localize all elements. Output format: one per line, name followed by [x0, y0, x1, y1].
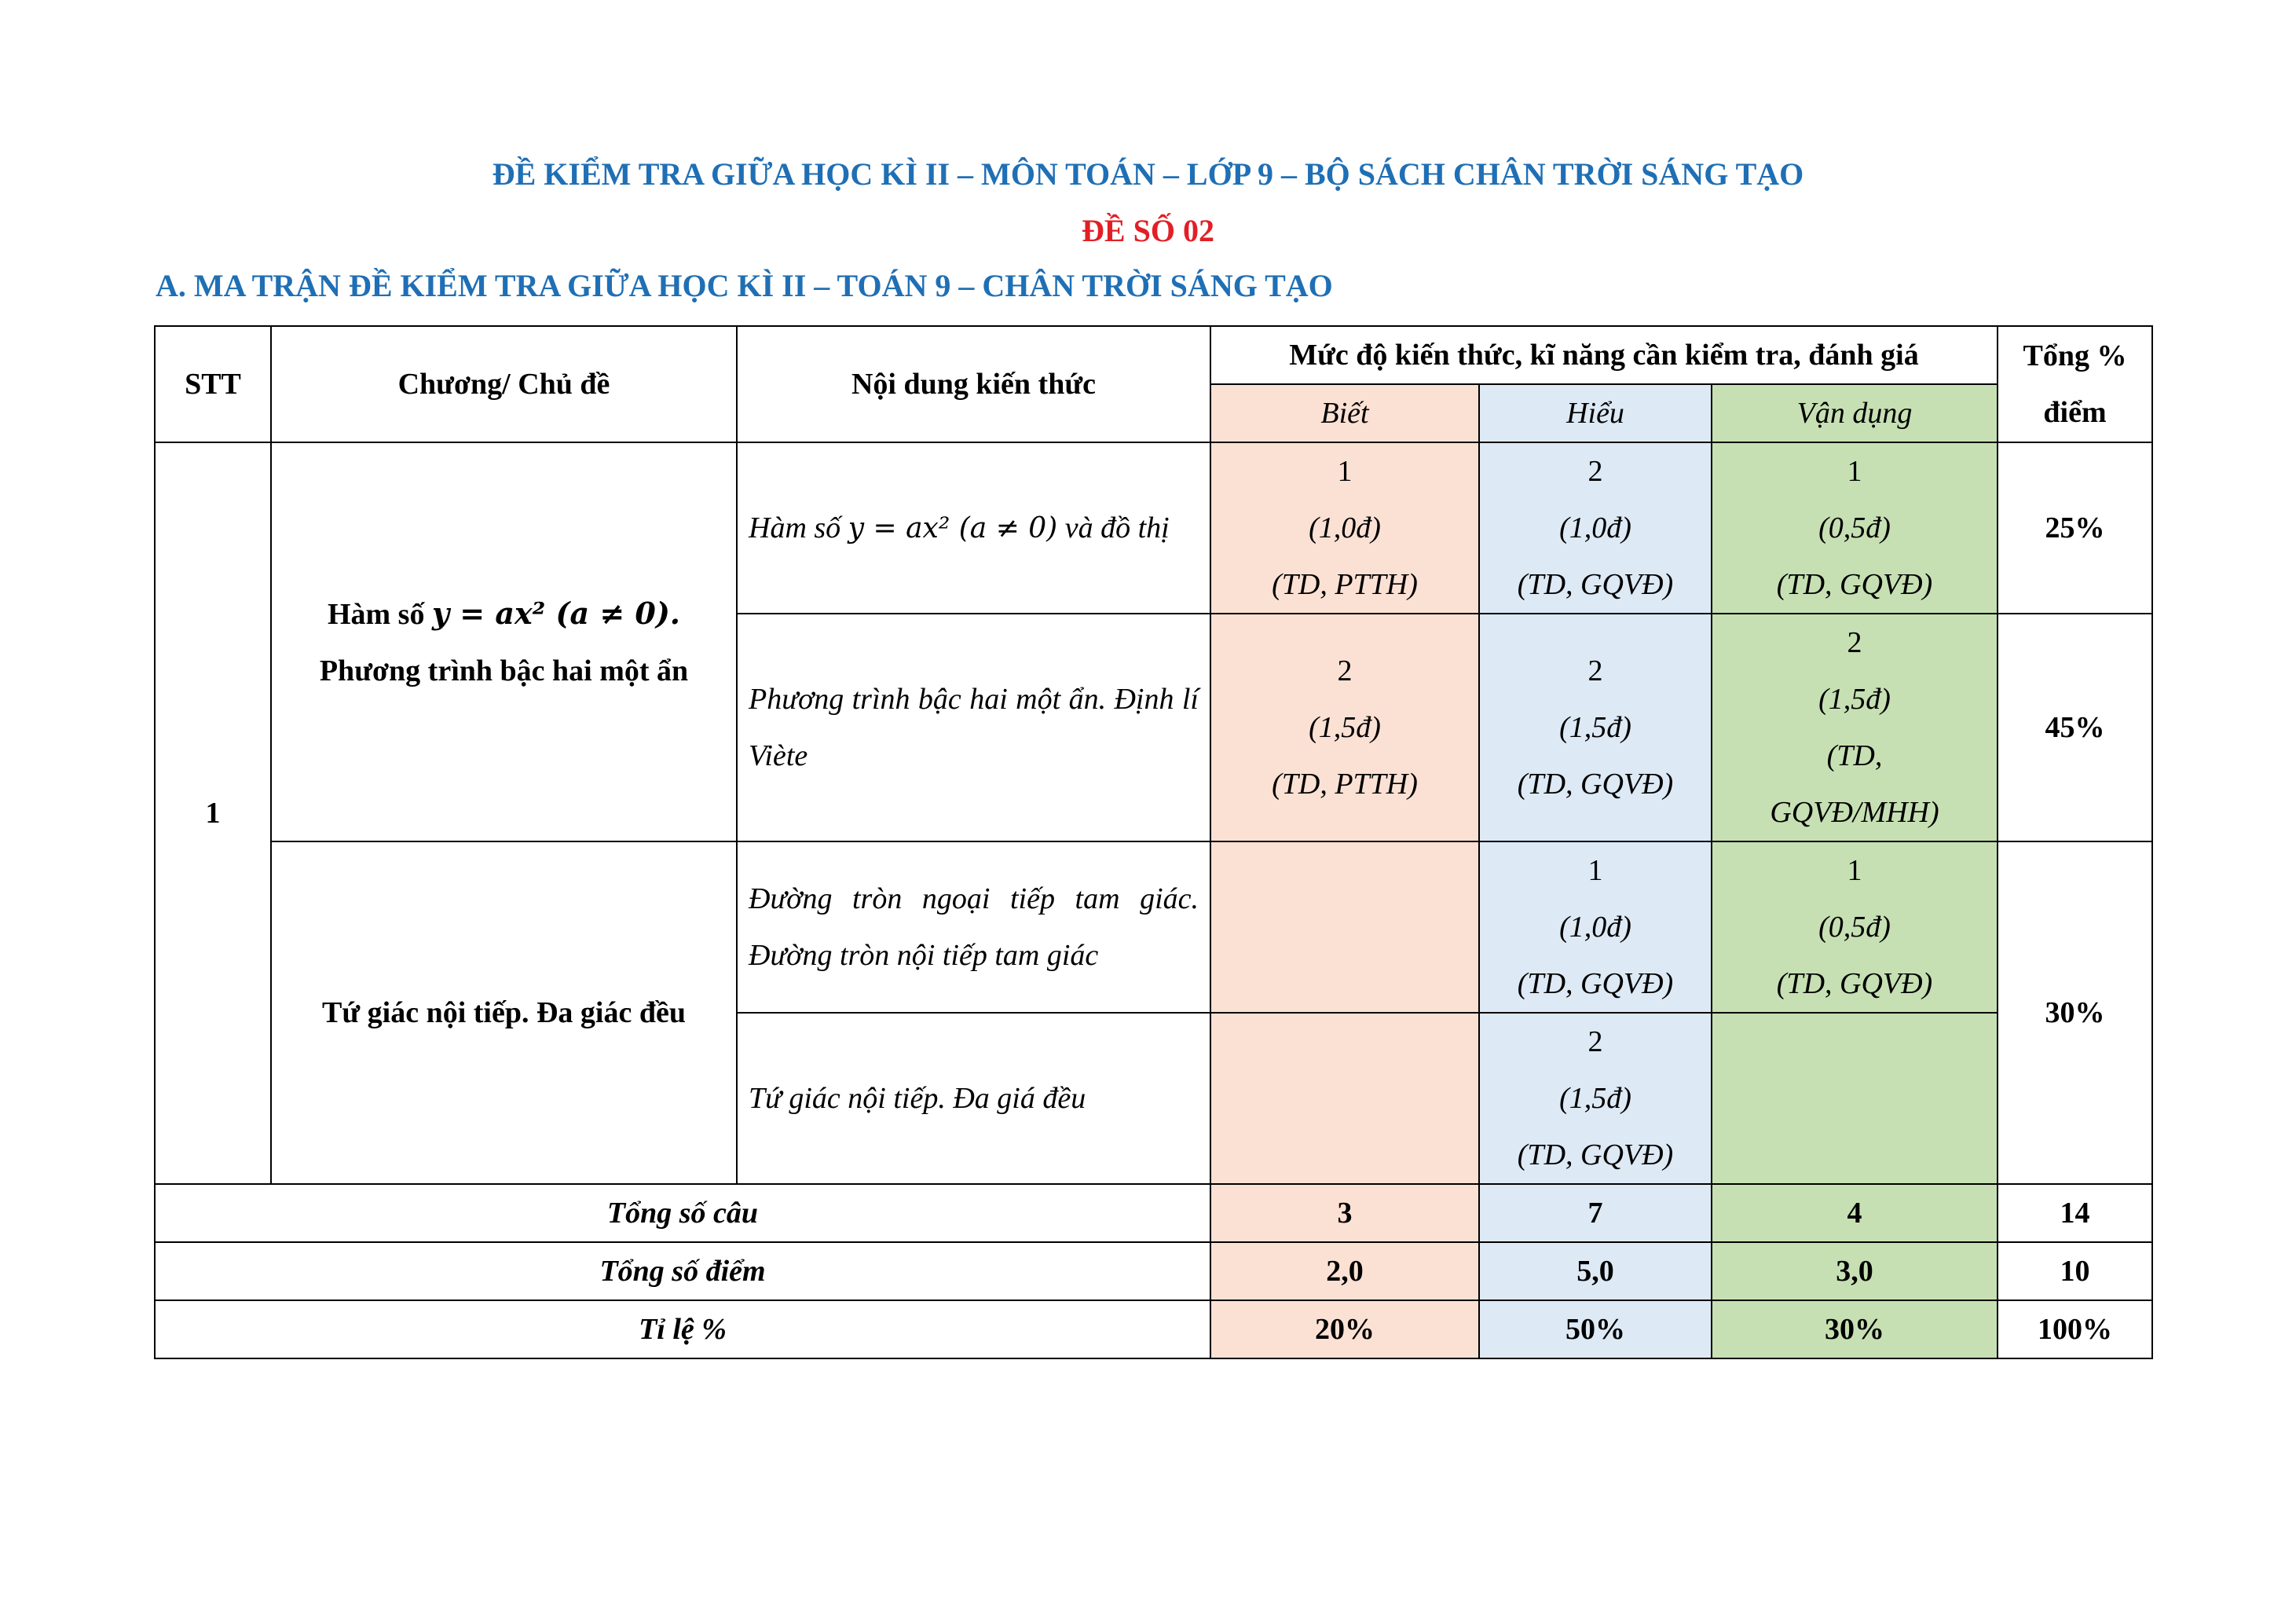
hieu-cell-3 — [1479, 841, 1712, 1013]
chapter-cell-1 — [271, 442, 737, 841]
chapter-cell-2: Tứ giác nội tiếp. Đa giác đều — [271, 841, 737, 1184]
totals-row-ratio — [155, 1300, 2152, 1358]
content-cell-2: Phương trình bậc hai một ẩn. Định lí Viète — [737, 614, 1210, 841]
biet-1-skills: (TD, PTTH) — [1272, 568, 1418, 601]
total-questions-label: Tổng số câu — [155, 1184, 1210, 1242]
total-points-label: Tổng số điểm — [155, 1242, 1210, 1300]
totals-row-points — [155, 1242, 2152, 1300]
stt-cell: 1 — [155, 442, 271, 1184]
hieu-2-count: 2 — [1587, 654, 1603, 687]
chapter-1-formula: y = ax² (a ≠ 0). — [431, 595, 681, 631]
vd-cell-2 — [1712, 614, 1998, 841]
total-ratio-vd: 30% — [1712, 1300, 1998, 1358]
section-heading: A. MA TRẬN ĐỀ KIỂM TRA GIỮA HỌC KÌ II – TOÁN 9 – CHÂN TRỜI SÁNG TẠO — [156, 268, 1333, 303]
chapter-1-line1 — [283, 585, 725, 643]
vd-2-count: 2 — [1847, 626, 1862, 659]
content-cell-4: Tứ giác nội tiếp. Đa giá đều — [737, 1013, 1210, 1184]
total-questions-all: 14 — [1998, 1184, 2152, 1242]
header-content: Nội dung kiến thức — [737, 326, 1210, 442]
hieu-2-points: (1,5đ) — [1559, 711, 1631, 744]
biet-1-count: 1 — [1337, 455, 1353, 488]
pct-cell-1: 25% — [1998, 442, 2152, 614]
hieu-cell-2 — [1479, 614, 1712, 841]
table-row — [155, 841, 2152, 1013]
hieu-1-skills: (TD, GQVĐ) — [1517, 568, 1674, 601]
biet-2-skills: (TD, PTTH) — [1272, 768, 1418, 801]
vd-3-skills: (TD, GQVĐ) — [1776, 967, 1933, 1000]
header-total-pct-line2: điểm — [2043, 396, 2107, 429]
header-row-1 — [155, 326, 2152, 384]
exam-number: ĐỀ SỐ 02 — [1082, 213, 1214, 248]
total-ratio-hieu: 50% — [1479, 1300, 1712, 1358]
hieu-4-count: 2 — [1587, 1025, 1603, 1058]
hieu-4-points: (1,5đ) — [1559, 1082, 1631, 1115]
content-1-formula: y = ax² (a ≠ 0) — [848, 511, 1058, 544]
hieu-3-skills: (TD, GQVĐ) — [1517, 967, 1674, 1000]
content-1-suffix: và đồ thị — [1064, 511, 1170, 544]
hieu-cell-1 — [1479, 442, 1712, 614]
total-ratio-all: 100% — [1998, 1300, 2152, 1358]
vd-1-skills: (TD, GQVĐ) — [1776, 568, 1933, 601]
vd-3-points: (0,5đ) — [1818, 911, 1891, 944]
hieu-4-skills: (TD, GQVĐ) — [1517, 1138, 1674, 1171]
chapter-1-line2: Phương trình bậc hai một ẩn — [319, 654, 689, 687]
total-questions-biet: 3 — [1210, 1184, 1479, 1242]
biet-2-count: 2 — [1337, 654, 1353, 687]
biet-cell-2 — [1210, 614, 1479, 841]
total-points-all: 10 — [1998, 1242, 2152, 1300]
header-biet: Biết — [1210, 384, 1479, 442]
vd-1-count: 1 — [1847, 455, 1862, 488]
chapter-1-prefix: Hàm số — [327, 597, 425, 631]
header-chapter: Chương/ Chủ đề — [271, 326, 737, 442]
total-ratio-biet: 20% — [1210, 1300, 1479, 1358]
total-points-vd: 3,0 — [1712, 1242, 1998, 1300]
table-row — [155, 442, 2152, 614]
header-levels: Mức độ kiến thức, kĩ năng cần kiểm tra, đánh giá — [1210, 326, 1998, 384]
hieu-1-count: 2 — [1587, 455, 1603, 488]
hieu-3-points: (1,0đ) — [1559, 911, 1631, 944]
biet-2-points: (1,5đ) — [1309, 711, 1381, 744]
content-cell-1 — [737, 442, 1210, 614]
vd-cell-4 — [1712, 1013, 1998, 1184]
hieu-3-count: 1 — [1587, 854, 1603, 887]
biet-cell-4 — [1210, 1013, 1479, 1184]
hieu-2-skills: (TD, GQVĐ) — [1517, 768, 1674, 801]
total-ratio-label: Tỉ lệ % — [155, 1300, 1210, 1358]
vd-cell-1 — [1712, 442, 1998, 614]
vd-1-points: (0,5đ) — [1818, 511, 1891, 544]
pct-cell-2: 45% — [1998, 614, 2152, 841]
header-stt: STT — [155, 326, 271, 442]
vd-2-points: (1,5đ) — [1818, 683, 1891, 716]
content-cell-3: Đường tròn ngoại tiếp tam giác. Đường tròn nội tiếp tam giác — [737, 841, 1210, 1013]
header-total-pct-line1: Tổng % — [2023, 339, 2127, 372]
total-points-hieu: 5,0 — [1479, 1242, 1712, 1300]
pct-cell-3: 30% — [1998, 841, 2152, 1184]
vd-3-count: 1 — [1847, 854, 1862, 887]
total-points-biet: 2,0 — [1210, 1242, 1479, 1300]
biet-1-points: (1,0đ) — [1309, 511, 1381, 544]
header-total-pct — [1998, 326, 2152, 442]
header-van-dung: Vận dụng — [1712, 384, 1998, 442]
totals-row-questions — [155, 1184, 2152, 1242]
biet-cell-3 — [1210, 841, 1479, 1013]
content-1-prefix: Hàm số — [749, 511, 841, 544]
exam-matrix-table — [154, 325, 2153, 1359]
total-questions-vd: 4 — [1712, 1184, 1998, 1242]
hieu-1-points: (1,0đ) — [1559, 511, 1631, 544]
vd-2-skills-2: GQVĐ/MHH) — [1770, 796, 1939, 829]
document-title: ĐỀ KIỂM TRA GIỮA HỌC KÌ II – MÔN TOÁN – LỚP 9 – BỘ SÁCH CHÂN TRỜI SÁNG TẠO — [492, 156, 1804, 192]
vd-2-skills-1: (TD, — [1826, 739, 1883, 772]
hieu-cell-4 — [1479, 1013, 1712, 1184]
vd-cell-3 — [1712, 841, 1998, 1013]
biet-cell-1 — [1210, 442, 1479, 614]
header-hieu: Hiểu — [1479, 384, 1712, 442]
total-questions-hieu: 7 — [1479, 1184, 1712, 1242]
